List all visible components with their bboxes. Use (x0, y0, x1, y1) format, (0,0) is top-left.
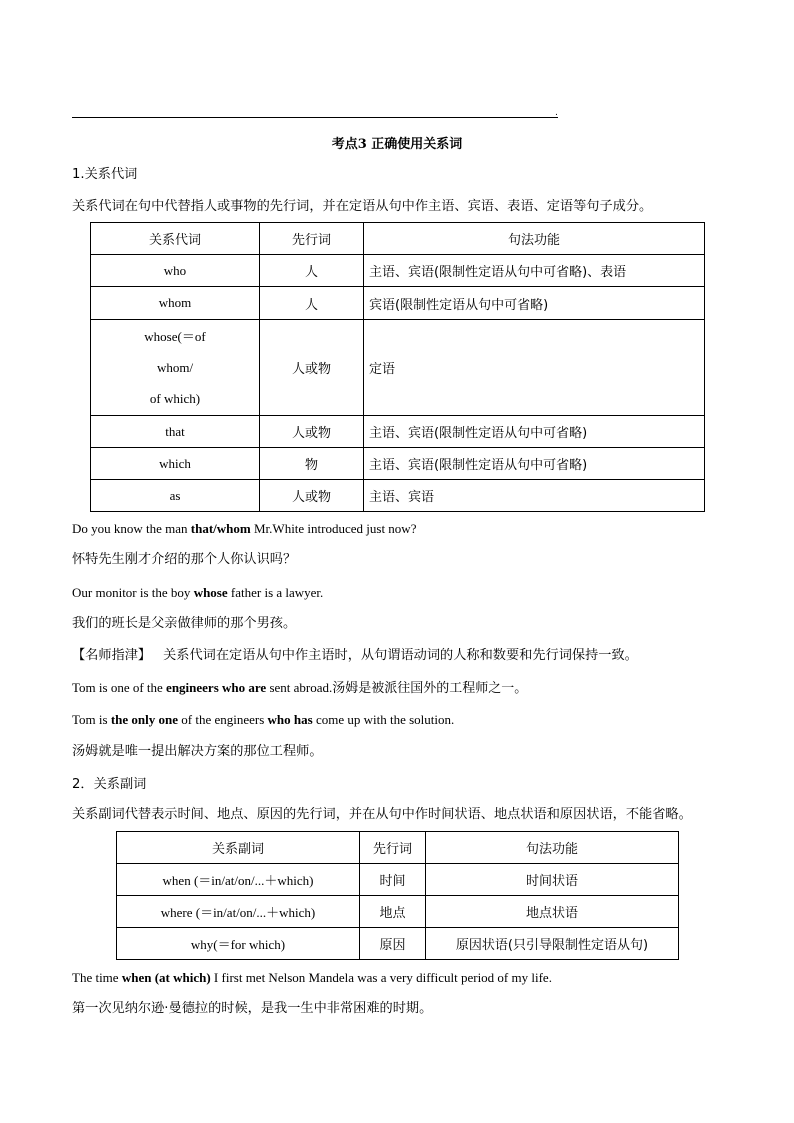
antecedent-cell: 人或物 (260, 416, 364, 448)
pronoun-line: whose(＝of (144, 329, 206, 344)
header-cell: 句法功能 (426, 832, 679, 864)
pronoun-cell: as (91, 480, 260, 512)
adverb-cell: where (＝in/at/on/...＋which) (117, 896, 360, 928)
relative-pronoun-table (90, 222, 705, 512)
example-sentence: Tom is one of the engineers who are sent abroad.汤姆是被派往国外的工程师之一。 (72, 680, 528, 696)
function-cell: 原因状语(只引导限制性定语从句) (426, 928, 679, 960)
table-row (117, 928, 679, 960)
antecedent-cell: 时间 (360, 864, 426, 896)
example-sentence: Tom is the only one of the engineers who has come up with the solution. (72, 712, 455, 727)
tip-label: 【名师指津】 (72, 648, 152, 663)
adverb-cell: when (＝in/at/on/...＋which) (117, 864, 360, 896)
example-sentence: Do you know the man that/whom Mr.White introduced just now? (72, 521, 417, 536)
header-cell: 句法功能 (364, 223, 705, 255)
antecedent-cell: 人 (260, 287, 364, 320)
table-row (117, 896, 679, 928)
header-dot: . (555, 108, 558, 118)
function-cell: 宾语(限制性定语从句中可省略) (364, 287, 705, 320)
example-translation: 第一次见纳尔逊·曼德拉的时候，是我一生中非常困难的时期。 (72, 1001, 433, 1016)
adverb-cell: why(＝for which) (117, 928, 360, 960)
function-cell: 主语、宾语(限制性定语从句中可省略) (364, 448, 705, 480)
teacher-tip (72, 647, 638, 665)
function-cell: 定语 (364, 320, 705, 416)
relative-adverb-table (116, 831, 679, 960)
section1-intro: 关系代词在句中代替指人或事物的先行词，并在定语从句中作主语、宾语、表语、定语等句子成分。 (72, 199, 653, 214)
header-cell: 关系代词 (91, 223, 260, 255)
table-header-row (117, 832, 679, 864)
antecedent-cell: 原因 (360, 928, 426, 960)
example-translation: 汤姆就是唯一提出解决方案的那位工程师。 (72, 744, 323, 759)
function-cell: 地点状语 (426, 896, 679, 928)
pronoun-cell (91, 320, 260, 416)
example-translation: 怀特先生刚才介绍的那个人你认识吗？ (72, 552, 297, 567)
pronoun-cell: whom (91, 287, 260, 320)
function-cell: 时间状语 (426, 864, 679, 896)
table-row (91, 287, 705, 320)
tip-text: 关系代词在定语从句中作主语时，从句谓语动词的人称和数要和先行词保持一致。 (163, 648, 638, 663)
header-cell: 先行词 (360, 832, 426, 864)
header-rule (72, 117, 558, 118)
function-cell: 主语、宾语 (364, 480, 705, 512)
section2-intro: 关系副词代替表示时间、地点、原因的先行词，并在从句中作时间状语、地点状语和原因状语，不能省略。 (72, 807, 692, 822)
pronoun-line: of which) (149, 391, 201, 406)
section2-heading: 2．关系副词 (72, 777, 147, 792)
antecedent-cell: 地点 (360, 896, 426, 928)
page-title: 考点3 正确使用关系词 (331, 137, 463, 152)
pronoun-cell: that (91, 416, 260, 448)
example-sentence: Our monitor is the boy whose father is a lawyer. (72, 585, 324, 600)
pronoun-line: whom/ (156, 360, 194, 375)
table-row (91, 255, 705, 287)
table-row (91, 320, 705, 416)
antecedent-cell: 人 (260, 255, 364, 287)
table-row (91, 416, 705, 448)
table-row (91, 448, 705, 480)
antecedent-cell: 物 (260, 448, 364, 480)
antecedent-cell: 人或物 (260, 480, 364, 512)
section1-heading: 1.关系代词 (72, 167, 138, 182)
pronoun-cell: which (91, 448, 260, 480)
function-cell: 主语、宾语(限制性定语从句中可省略) (364, 416, 705, 448)
table-row (91, 480, 705, 512)
antecedent-cell: 人或物 (260, 320, 364, 416)
example-sentence: The time when (at which) I first met Nelson Mandela was a very difficult period of my life. (72, 970, 552, 985)
header-cell: 先行词 (260, 223, 364, 255)
header-cell: 关系副词 (117, 832, 360, 864)
table-header-row (91, 223, 705, 255)
pronoun-cell: who (91, 255, 260, 287)
example-translation: 我们的班长是父亲做律师的那个男孩。 (72, 616, 297, 631)
table-row (117, 864, 679, 896)
function-cell: 主语、宾语(限制性定语从句中可省略)、表语 (364, 255, 705, 287)
